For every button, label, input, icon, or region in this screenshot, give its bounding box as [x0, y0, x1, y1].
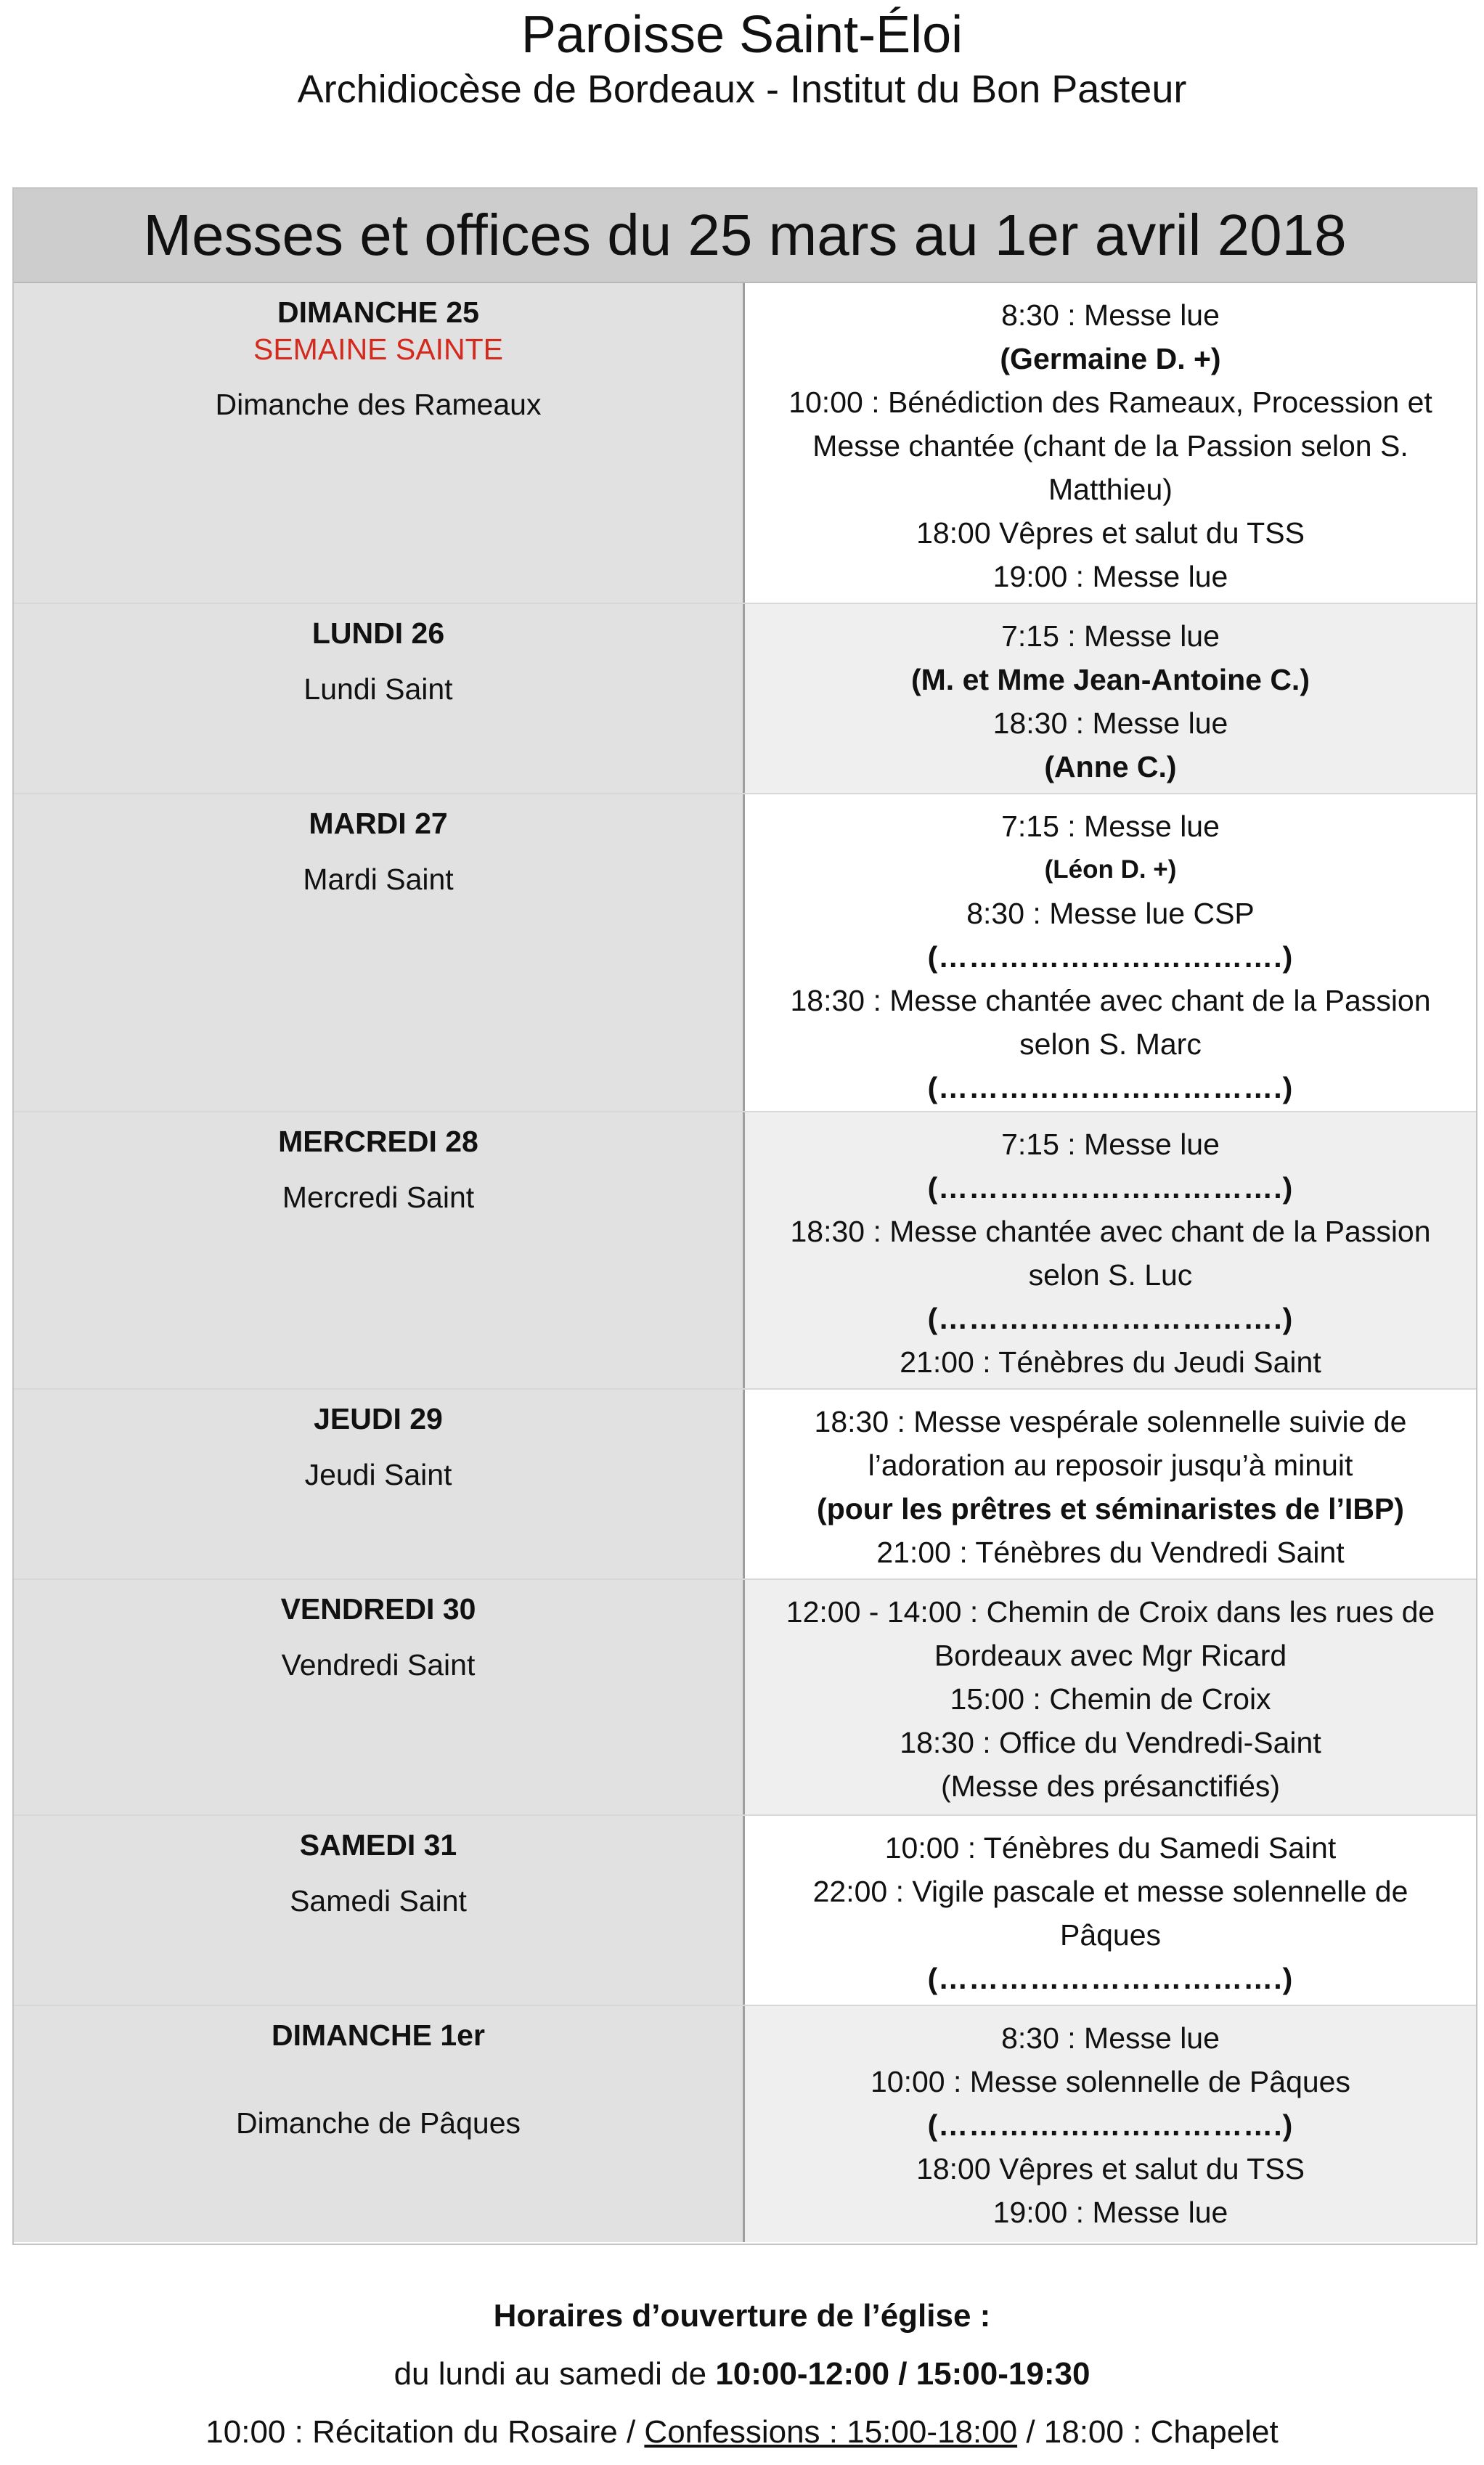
diocese-name: Archidiocèse de Bordeaux - Institut du Bon Pasteur — [297, 68, 1187, 111]
office-line: 7:15 : Messe lue — [1001, 810, 1220, 843]
offices-cell — [745, 794, 1476, 1111]
offices-cell — [745, 1390, 1476, 1578]
office-line: 18:30 : Messe lue — [992, 706, 1228, 740]
liturgical-day: Dimanche de Pâques — [235, 2106, 521, 2140]
office-line: 18:00 Vêpres et salut du TSS — [916, 516, 1305, 550]
office-line: 10:00 : Ténèbres du Samedi Saint — [884, 1831, 1337, 1865]
office-line: (Messe des présanctifiés) — [940, 1769, 1281, 1803]
liturgical-day: Vendredi Saint — [281, 1648, 476, 1682]
day-row — [14, 2006, 1476, 2242]
offices-cell — [745, 604, 1476, 793]
office-line: (pour les prêtres et séminaristes de l’IBP) — [817, 1492, 1404, 1525]
office-line: (…………………………….) — [927, 1302, 1294, 1335]
office-line: 19:00 : Messe lue — [992, 560, 1228, 593]
day-name: VENDREDI 30 — [280, 1592, 476, 1626]
day-cell — [14, 1580, 745, 1814]
day-row — [14, 1580, 1476, 1816]
liturgical-day: Jeudi Saint — [304, 1458, 452, 1491]
office-line: 10:00 : Messe solennelle de Pâques — [870, 2065, 1350, 2098]
liturgical-day: Samedi Saint — [290, 1884, 467, 1918]
day-row — [14, 1816, 1476, 2006]
office-line: 12:00 - 14:00 : Chemin de Croix dans les rues de Bordeaux avec Mgr Ricard — [786, 1595, 1435, 1672]
hours-title: Horaires d’ouverture de l’église : — [493, 2298, 991, 2334]
offices-cell — [745, 1112, 1476, 1388]
day-row — [14, 794, 1476, 1112]
office-line: 19:00 : Messe lue — [992, 2196, 1228, 2229]
office-line: 18:30 : Messe chantée avec chant de la Passion selon S. Luc — [790, 1215, 1431, 1292]
office-line: 8:30 : Messe lue — [1001, 2021, 1220, 2055]
day-name: MARDI 27 — [309, 807, 448, 840]
office-line: 8:30 : Messe lue — [1001, 298, 1220, 332]
office-line: (…………………………….) — [927, 1071, 1294, 1104]
offices-cell — [745, 1580, 1476, 1814]
schedule-title: Messes et offices du 25 mars au 1er avril 2018 — [14, 189, 1476, 283]
office-line: (Anne C.) — [1044, 750, 1177, 783]
office-line: (M. et Mme Jean-Antoine C.) — [911, 663, 1310, 696]
office-line: (…………………………….) — [927, 1962, 1294, 1995]
office-line: 18:30 : Messe vespérale solennelle suivie de l’adoration au reposoir jusqu’à minuit — [814, 1405, 1407, 1482]
schedule-table — [12, 187, 1477, 2245]
hours-line — [0, 2345, 1484, 2403]
offices-cell — [745, 1816, 1476, 2005]
day-name: DIMANCHE 1er — [272, 2018, 485, 2052]
office-line: (…………………………….) — [927, 1171, 1294, 1205]
office-line: 7:15 : Messe lue — [1001, 619, 1220, 653]
office-line: 22:00 : Vigile pascale et messe solennelle de Pâques — [812, 1875, 1408, 1952]
liturgical-day: Lundi Saint — [303, 672, 453, 706]
church-hours — [0, 2287, 1484, 2461]
day-cell — [14, 1390, 745, 1578]
day-row — [14, 283, 1476, 604]
office-line: 8:30 : Messe lue CSP — [966, 897, 1255, 930]
chapelet-text: / 18:00 : Chapelet — [1017, 2414, 1279, 2450]
office-line: (…………………………….) — [927, 940, 1294, 974]
services-line — [0, 2403, 1484, 2461]
office-line: (Germaine D. +) — [1000, 342, 1221, 375]
parish-name: Paroisse Saint-Éloi — [521, 6, 963, 64]
day-cell — [14, 1112, 745, 1388]
day-name: LUNDI 26 — [311, 616, 445, 650]
office-line: 21:00 : Ténèbres du Vendredi Saint — [876, 1536, 1345, 1569]
office-line: 7:15 : Messe lue — [1001, 1128, 1220, 1161]
day-row — [14, 604, 1476, 794]
offices-cell — [745, 283, 1476, 603]
day-name: JEUDI 29 — [314, 1402, 443, 1435]
page-header — [0, 0, 1484, 113]
office-line: 15:00 : Chemin de Croix — [950, 1682, 1271, 1716]
liturgical-day: Mercredi Saint — [282, 1181, 475, 1214]
office-line: 18:00 Vêpres et salut du TSS — [916, 2152, 1305, 2185]
season-label: SEMAINE SAINTE — [253, 333, 503, 366]
schedule-rows — [14, 283, 1476, 2242]
office-line: 21:00 : Ténèbres du Jeudi Saint — [900, 1345, 1321, 1379]
day-cell — [14, 2006, 745, 2242]
day-row — [14, 1112, 1476, 1390]
offices-cell — [745, 2006, 1476, 2242]
day-row — [14, 1390, 1476, 1580]
confessions-text: Confessions : 15:00-18:00 — [644, 2414, 1018, 2450]
hours-value: 10:00-12:00 / 15:00-19:30 — [715, 2356, 1090, 2392]
day-cell — [14, 283, 745, 603]
liturgical-day: Dimanche des Rameaux — [215, 388, 542, 421]
office-line: 18:30 : Messe chantée avec chant de la Passion selon S. Marc — [790, 984, 1431, 1061]
day-cell — [14, 604, 745, 793]
office-line: (Léon D. +) — [1044, 855, 1177, 884]
liturgical-day: Mardi Saint — [303, 863, 454, 896]
rosary-text: 10:00 : Récitation du Rosaire / — [205, 2414, 645, 2450]
day-name: MERCREDI 28 — [278, 1125, 478, 1158]
day-name: SAMEDI 31 — [299, 1828, 457, 1862]
day-cell — [14, 794, 745, 1111]
office-line: 18:30 : Office du Vendredi-Saint — [900, 1726, 1321, 1759]
office-line: 10:00 : Bénédiction des Rameaux, Procession et Messe chantée (chant de la Passion selon S. Matthieu) — [788, 386, 1432, 506]
day-name: DIMANCHE 25 — [277, 296, 479, 329]
hours-prefix: du lundi au samedi de — [394, 2356, 716, 2392]
day-cell — [14, 1816, 745, 2005]
office-line: (…………………………….) — [927, 2109, 1294, 2142]
